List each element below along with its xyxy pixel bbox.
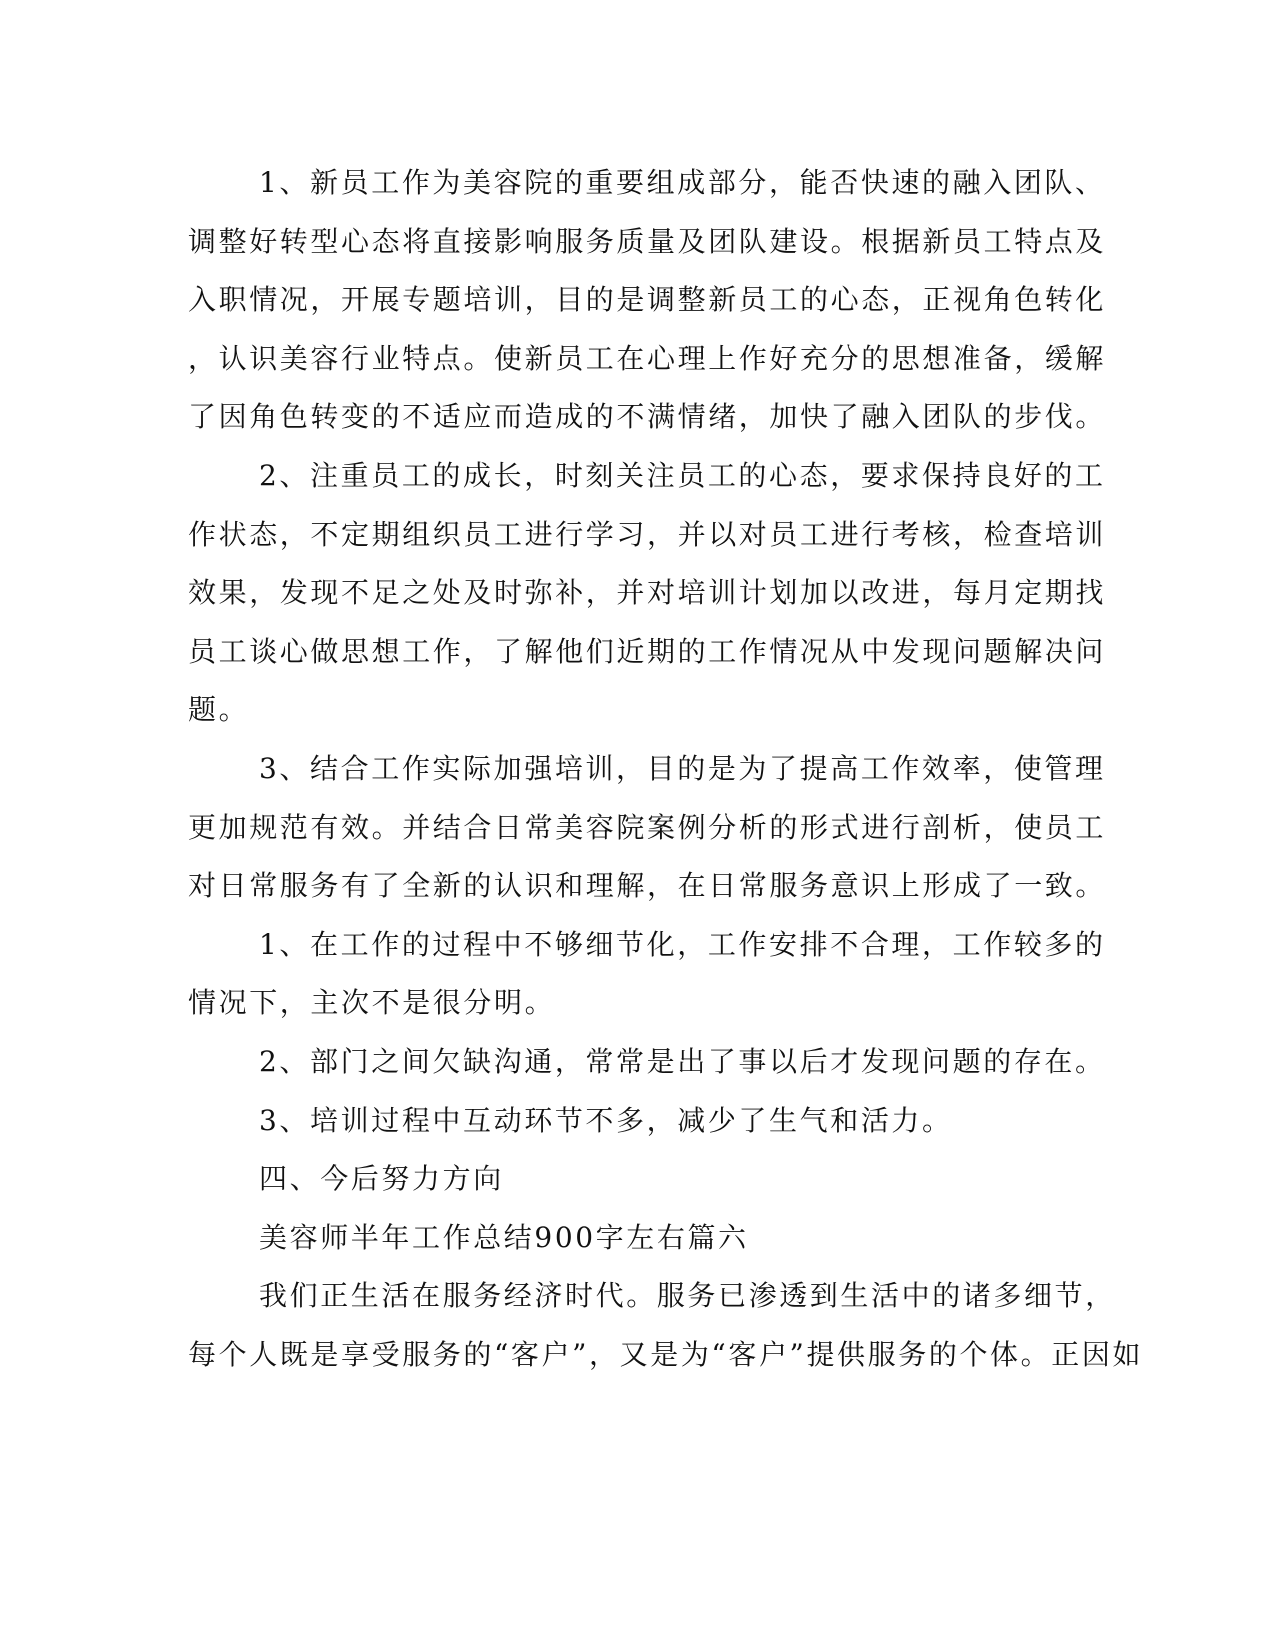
paragraph-7-line-1: 我们正生活在服务经济时代。服务已渗透到生活中的诸多细节， [259, 1279, 1116, 1312]
paragraph-2-line-4: 员工谈心做思想工作，了解他们近期的工作情况从中发现问题解决问 [188, 635, 1107, 668]
paragraph-5-line-1: 2、部门之间欠缺沟通，常常是出了事以后才发现问题的存在。 [259, 1045, 1106, 1078]
paragraph-1-line-1: 1、新员工作为美容院的重要组成部分，能否快速的融入团队、 [259, 166, 1106, 199]
paragraph-2-line-1: 2、注重员工的成长，时刻关注员工的心态，要求保持良好的工 [259, 459, 1106, 492]
paragraph-2-line-3: 效果，发现不足之处及时弥补，并对培训计划加以改进，每月定期找 [188, 576, 1107, 609]
section-heading: 四、今后努力方向 [259, 1162, 504, 1195]
paragraph-2-line-2: 作状态，不定期组织员工进行学习，并以对员工进行考核，检查培训 [188, 518, 1107, 551]
paragraph-1-line-2: 调整好转型心态将直接影响服务质量及团队建设。根据新员工特点及 [188, 225, 1107, 258]
paragraph-2-line-5: 题。 [188, 693, 250, 726]
paragraph-6-line-1: 3、培训过程中互动环节不多，减少了生气和活力。 [259, 1104, 953, 1137]
paragraph-4-line-1: 1、在工作的过程中不够细节化，工作安排不合理，工作较多的 [259, 928, 1106, 961]
paragraph-3-line-2: 更加规范有效。并结合日常美容院案例分析的形式进行剖析，使员工 [188, 811, 1107, 844]
article-title: 美容师半年工作总结900字左右篇六 [259, 1221, 749, 1254]
paragraph-3-line-3: 对日常服务有了全新的认识和理解，在日常服务意识上形成了一致。 [188, 869, 1107, 902]
paragraph-1-line-4: ，认识美容行业特点。使新员工在心理上作好充分的思想准备，缓解 [188, 342, 1107, 375]
paragraph-3-line-1: 3、结合工作实际加强培训，目的是为了提高工作效率，使管理 [259, 752, 1106, 785]
paragraph-4-line-2: 情况下，主次不是很分明。 [188, 986, 556, 1019]
paragraph-7-line-2: 每个人既是享受服务的“客户”，又是为“客户”提供服务的个体。正因如 [188, 1338, 1144, 1371]
paragraph-1-line-3: 入职情况，开展专题培训，目的是调整新员工的心态，正视角色转化 [188, 283, 1107, 316]
paragraph-1-line-5: 了因角色转变的不适应而造成的不满情绪，加快了融入团队的步伐。 [188, 400, 1107, 433]
